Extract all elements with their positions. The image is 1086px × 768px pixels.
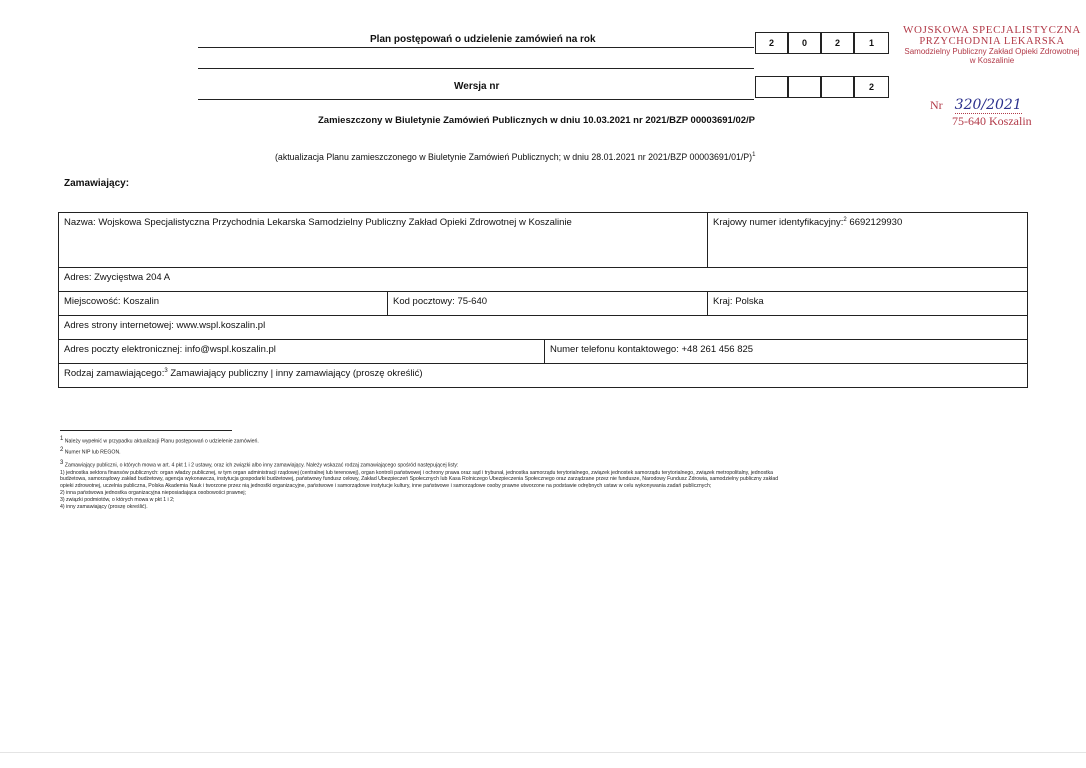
email-value: info@wspl.koszalin.pl	[184, 344, 276, 355]
plan-title: Plan postępowań o udzielenie zamówień na rok	[370, 34, 596, 45]
registration-nr-label: Nr	[930, 98, 943, 112]
header-rule-version	[198, 99, 754, 100]
city-value: Koszalin	[123, 296, 160, 307]
row-name	[59, 213, 1027, 268]
nip-value: 6692129930	[849, 217, 903, 229]
registration-city: 75-640 Koszalin	[952, 114, 1032, 128]
year-digit-box: 0	[788, 32, 821, 54]
footnote-2	[60, 447, 121, 457]
nip-cell	[707, 213, 1027, 267]
postal-value: 75-640	[457, 296, 488, 307]
registration-number: 320/2021	[954, 97, 1022, 113]
update-footnote-ref: 1	[752, 152, 756, 159]
footnote-1-text: Należy wypełnić w przypadku aktualizacji Planu postępowań o udzielenie zamówień.	[64, 438, 259, 445]
footnote-3-item: 3) związki podmiotów, o których mowa w pkt 1 i 2;	[60, 496, 175, 503]
row-contact	[59, 340, 1027, 364]
type-cell	[59, 364, 1027, 387]
row-city	[59, 292, 1027, 316]
institution-stamp	[898, 24, 1086, 65]
footnote-3-number: 3	[60, 460, 64, 466]
version-digit-box	[788, 76, 821, 98]
www-cell	[59, 316, 1027, 339]
footnote-2-number: 2	[60, 447, 64, 453]
row-address	[59, 268, 1027, 292]
postal-cell	[387, 292, 707, 315]
www-label: Adres strony internetowej:	[64, 320, 174, 331]
nip-label: Krajowy numer identyfikacyjny:	[713, 217, 844, 229]
footnote-2-text: Numer NIP lub REGON.	[64, 449, 121, 456]
footnote-3-item: 4) inny zamawiający (proszę określić).	[60, 503, 148, 510]
type-footnote-ref: 3	[164, 368, 168, 374]
postal-label: Kod pocztowy:	[393, 296, 455, 307]
year-digit-box: 2	[821, 32, 854, 54]
ordering-party-label: Zamawiający:	[64, 178, 130, 189]
published-line: Zamieszczony w Biuletynie Zamówień Publicznych w dniu 10.03.2021 nr 2021/BZP 00003691/02/P	[318, 115, 756, 126]
name-cell	[59, 213, 707, 267]
country-cell	[707, 292, 1027, 315]
footnote-1	[60, 436, 259, 446]
address-label: Adres:	[64, 272, 92, 283]
footnote-3-text: Zamawiający publiczni, o których mowa w art. 4 pkt 1 i 2 ustawy, oraz ich związki albo inny zamawiający. Należy wskazać rodzaj zamawiającego spośród następującej listy:	[64, 462, 459, 469]
phone-cell	[544, 340, 1027, 363]
row-www	[59, 316, 1027, 340]
name-value: Wojskowa Specjalistyczna Przychodnia Lekarska Samodzielny Publiczny Zakład Opieki Zdrowotnej w Koszalinie	[98, 217, 572, 228]
type-label: Rodzaj zamawiającego:	[64, 368, 165, 380]
email-label: Adres poczty elektronicznej:	[64, 344, 183, 355]
name-label: Nazwa:	[64, 217, 96, 228]
country-value: Polska	[735, 296, 764, 307]
type-value: Zamawiający publiczny | inny zamawiający (proszę określić)	[170, 368, 423, 380]
update-line: (aktualizacja Planu zamieszczonego w Biuletynie Zamówień Publicznych; w dniu 28.01.2021 nr 2021/BZP 00003691/01/P)	[275, 152, 753, 162]
version-digit-box: 2	[854, 76, 889, 98]
row-type	[59, 364, 1027, 387]
footnote-1-number: 1	[60, 436, 64, 442]
registration-stamp	[930, 96, 1080, 129]
stamp-line-1: WOJSKOWA SPECJALISTYCZNA	[903, 24, 1081, 36]
header-rule-middle	[198, 68, 754, 69]
phone-value: +48 261 456 825	[681, 344, 754, 355]
country-label: Kraj:	[713, 296, 733, 307]
version-digit-box	[821, 76, 854, 98]
phone-label: Numer telefonu kontaktowego:	[550, 344, 679, 355]
email-cell	[59, 340, 544, 363]
city-label: Miejscowość:	[64, 296, 121, 307]
version-label: Wersja nr	[454, 81, 500, 92]
address-cell	[59, 268, 1027, 291]
address-value: Zwycięstwa 204 A	[94, 272, 171, 283]
version-digit-box	[755, 76, 788, 98]
scan-edge	[0, 752, 1086, 753]
update-line-wrap	[275, 152, 755, 162]
city-cell	[59, 292, 387, 315]
header-rule-top	[198, 47, 754, 48]
year-digit-box: 2	[755, 32, 788, 54]
footnote-3-item: 1) jednostka sektora finansów publicznych: organ władzy publicznej, w tym organ administracji rządowej (centralnej lub terenowej), organ kontroli państwowej i ochrony prawa oraz sąd i trybunał, jednostka samorządu terytorialnego, związek jednostek samorządu terytorialnego, związek metropolitalny, jednostka	[60, 469, 773, 476]
stamp-line-3: Samodzielny Publiczny Zakład Opieki Zdrowotnej	[904, 47, 1080, 56]
footnote-3-item: 2) inna państwowa jednostka organizacyjna nieposiadająca osobowości prawnej;	[60, 489, 247, 496]
footnote-3-item: budżetowa, samorządowy zakład budżetowy, agencja wykonawcza, instytucja gospodarki budżetowej, państwowy fundusz celowy, Zakład Ubezpieczeń Społecznych lub Kasa Rolniczego Ubezpieczenia Społecznego oraz zarządzane przez nie fundusze, Narodowy Fundusz Zdrowia, samodzielny publiczny zakład	[60, 476, 779, 483]
www-value: www.wspl.koszalin.pl	[176, 320, 266, 331]
year-digit-box: 1	[854, 32, 889, 54]
ordering-party-table	[58, 212, 1028, 388]
footnote-3-item: opieki zdrowotnej, uczelnia publiczna, Polska Akademia Nauk i tworzone przez nią jednostki organizacyjne, państwowe i samorządowe instytucje kultury, inne państwowe i samorządowe osoby prawne utworzone na podstawie odrębnych ustaw w celu wykonywania zadań publicznych;	[60, 483, 712, 490]
stamp-line-4: w Koszalinie	[969, 56, 1015, 65]
nip-footnote-ref: 2	[843, 217, 847, 223]
footnote-3	[60, 460, 1028, 510]
footnote-rule	[60, 430, 232, 431]
stamp-line-2: PRZYCHODNIA LEKARSKA	[919, 36, 1065, 47]
